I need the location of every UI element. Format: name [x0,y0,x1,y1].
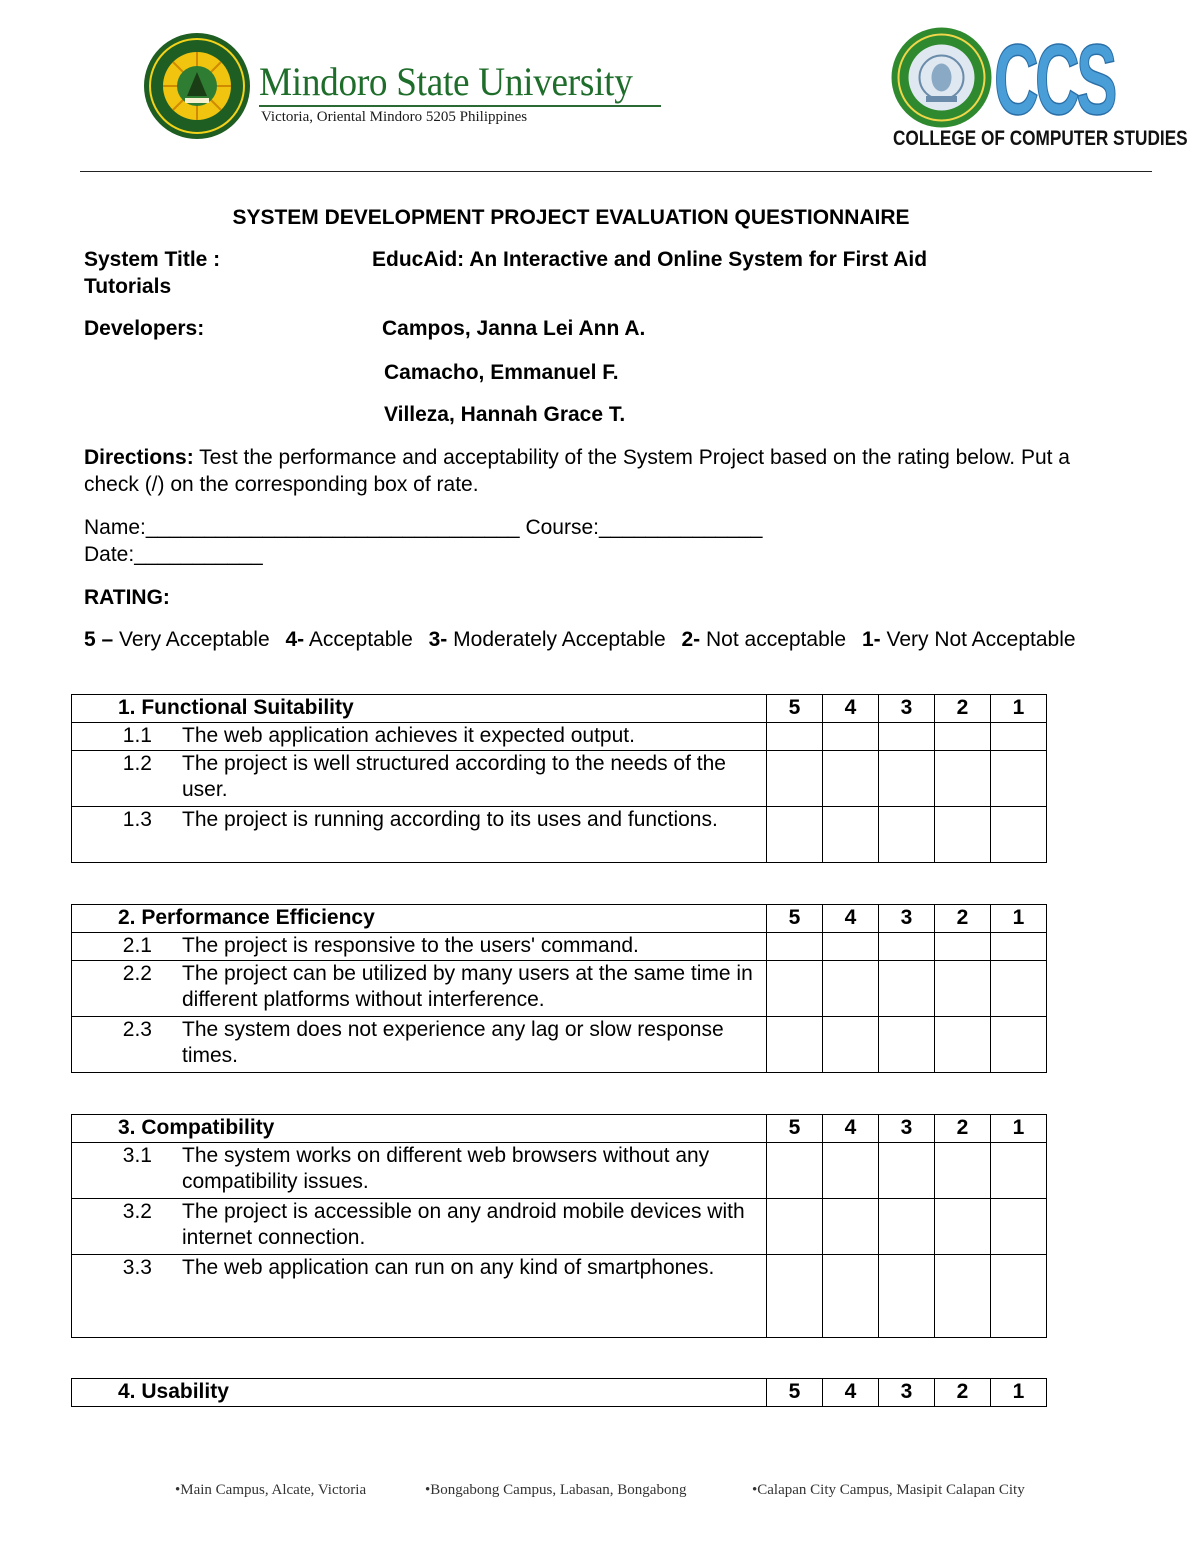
header-divider [80,171,1152,172]
rating-checkbox-cell[interactable] [991,961,1047,1017]
rating-description: Very Acceptable [119,628,270,651]
university-name: Mindoro State University [259,59,633,104]
criterion-text: The system works on different web browsers without any compatibility issues. [182,1144,710,1193]
rating-checkbox-cell[interactable] [767,961,823,1017]
document-title: SYSTEM DEVELOPMENT PROJECT EVALUATION QUESTIONNAIRE [232,206,910,229]
footer-campus-main: •Main Campus, Alcate, Victoria [175,1482,367,1498]
rating-column-header: 1 [991,1379,1047,1407]
rating-checkbox-cell[interactable] [823,1143,879,1199]
rating-checkbox-cell[interactable] [879,1017,935,1073]
rating-checkbox-cell[interactable] [991,1017,1047,1073]
developers-label: Developers: [84,317,205,340]
rating-column-header: 1 [991,1115,1047,1143]
name-course-line [84,514,762,541]
rating-column-header: 4 [823,695,879,723]
rating-checkbox-cell[interactable] [767,1199,823,1255]
rating-checkbox-cell[interactable] [823,723,879,751]
university-name-underline [259,105,661,107]
rating-checkbox-cell[interactable] [879,807,935,863]
rating-checkbox-cell[interactable] [879,1199,935,1255]
rating-checkbox-cell[interactable] [767,1017,823,1073]
rating-column-header: 1 [991,905,1047,933]
criterion-text: The web application achieves it expected output. [182,724,635,747]
rating-column-header: 2 [935,1115,991,1143]
rating-description: Acceptable [308,628,413,651]
table-header-row [72,1379,1047,1407]
section-title: 4. Usability [72,1379,767,1407]
developer-name: Campos, Janna Lei Ann A. [382,317,646,340]
rating-column-header: 3 [879,695,935,723]
date-field[interactable]: ___________ [134,543,263,566]
rating-scale-legend [84,626,1084,654]
criterion-text: The project can be utilized by many users at the same time in different platforms without interference. [182,962,753,1011]
rating-number: 1- [861,628,881,651]
msu-seal-logo [143,32,251,140]
rating-checkbox-cell[interactable] [823,751,879,807]
rating-checkbox-cell[interactable] [991,1143,1047,1199]
rating-column-header: 3 [879,905,935,933]
directions-label: Directions: [84,446,194,469]
ccs-logo-text: CCS [994,24,1114,136]
rating-checkbox-cell[interactable] [935,933,991,961]
rating-checkbox-cell[interactable] [767,1143,823,1199]
criterion-cell [72,751,767,807]
directions-text: Test the performance and acceptability of the System Project based on the rating below. Put a check (/) on the corresponding box of rate. [84,446,1070,496]
criterion-number: 2.1 [122,934,152,957]
date-line [84,541,263,568]
footer-campus-calapan: •Calapan City Campus, Masipit Calapan City [752,1482,1025,1498]
rating-checkbox-cell[interactable] [935,751,991,807]
rating-description: Moderately Acceptable [453,628,666,651]
rating-column-header: 4 [823,905,879,933]
rating-checkbox-cell[interactable] [879,933,935,961]
rating-checkbox-cell[interactable] [767,723,823,751]
date-label: Date: [84,543,135,566]
rating-checkbox-cell[interactable] [935,1143,991,1199]
criteria-table [71,1114,1047,1338]
table-header-row [72,905,1047,933]
rating-checkbox-cell[interactable] [767,751,823,807]
rating-checkbox-cell[interactable] [935,961,991,1017]
section-title: 3. Compatibility [72,1115,767,1143]
criterion-number: 2.2 [122,962,152,985]
criterion-number: 1.2 [122,752,152,775]
criterion-cell [72,1199,767,1255]
rating-checkbox-cell[interactable] [935,1017,991,1073]
criterion-number: 3.2 [122,1200,152,1223]
rating-checkbox-cell[interactable] [935,807,991,863]
system-title-value-continued: Tutorials [84,275,172,298]
criterion-text: The project is well structured according to the needs of the user. [182,752,726,801]
rating-checkbox-cell[interactable] [991,807,1047,863]
table-row [72,1017,1047,1073]
rating-column-header: 4 [823,1379,879,1407]
rating-checkbox-cell[interactable] [823,807,879,863]
rating-description: Not acceptable [706,628,847,651]
rating-checkbox-cell[interactable] [767,1255,823,1338]
criterion-cell [72,1143,767,1199]
table-row [72,1143,1047,1199]
rating-checkbox-cell[interactable] [991,1199,1047,1255]
criteria-table [71,904,1047,1073]
rating-checkbox-cell[interactable] [991,933,1047,961]
name-field[interactable]: ________________________________ [145,516,520,539]
rating-checkbox-cell[interactable] [823,1199,879,1255]
rating-number: 3- [428,628,448,651]
university-address: Victoria, Oriental Mindoro 5205 Philippines [261,109,528,125]
rating-checkbox-cell[interactable] [823,1255,879,1338]
rating-checkbox-cell[interactable] [991,723,1047,751]
rating-checkbox-cell[interactable] [879,1255,935,1338]
rating-column-header: 3 [879,1115,935,1143]
college-name: COLLEGE OF COMPUTER STUDIES [893,127,1188,150]
rating-number: 2- [681,628,701,651]
system-title-value: EducAid: An Interactive and Online System for First Aid [372,248,928,271]
ccs-seal-logo [890,26,993,129]
rating-checkbox-cell[interactable] [823,933,879,961]
rating-checkbox-cell[interactable] [879,961,935,1017]
rating-column-header: 3 [879,1379,935,1407]
rating-checkbox-cell[interactable] [823,1017,879,1073]
table-row [72,723,1047,751]
rating-checkbox-cell[interactable] [935,1199,991,1255]
criterion-text: The system does not experience any lag or slow response times. [182,1018,724,1067]
rating-column-header: 5 [767,1115,823,1143]
table-header-row [72,1115,1047,1143]
criterion-cell [72,961,767,1017]
criteria-table [71,1378,1047,1407]
criterion-cell [72,933,767,961]
criterion-cell [72,807,767,863]
criterion-number: 1.1 [122,724,152,747]
criterion-number: 2.3 [122,1018,152,1041]
rating-column-header: 2 [935,1379,991,1407]
rating-checkbox-cell[interactable] [879,1143,935,1199]
rating-checkbox-cell[interactable] [879,723,935,751]
table-row [72,1255,1047,1338]
rating-column-header: 2 [935,905,991,933]
rating-column-header: 4 [823,1115,879,1143]
rating-label: RATING: [84,586,170,609]
rating-description: Very Not Acceptable [886,628,1076,651]
footer-campus-bongabong: •Bongabong Campus, Labasan, Bongabong [425,1482,687,1498]
course-label: Course: [525,516,599,539]
rating-checkbox-cell[interactable] [991,751,1047,807]
table-row [72,1199,1047,1255]
developer-name: Camacho, Emmanuel F. [384,361,619,384]
rating-column-header: 5 [767,905,823,933]
criterion-text: The project is running according to its uses and functions. [182,808,718,831]
criterion-cell [72,723,767,751]
table-row [72,961,1047,1017]
rating-checkbox-cell[interactable] [879,751,935,807]
rating-checkbox-cell[interactable] [991,1255,1047,1338]
table-row [72,807,1047,863]
criterion-number: 3.3 [122,1256,152,1279]
developer-name: Villeza, Hannah Grace T. [384,403,626,426]
rating-checkbox-cell[interactable] [767,933,823,961]
name-label: Name: [84,516,146,539]
criterion-text: The project is responsive to the users' command. [182,934,639,957]
criterion-number: 1.3 [122,808,152,831]
system-title-label: System Title : [84,248,221,271]
rating-checkbox-cell[interactable] [935,723,991,751]
rating-checkbox-cell[interactable] [767,807,823,863]
rating-column-header: 1 [991,695,1047,723]
rating-checkbox-cell[interactable] [935,1255,991,1338]
table-header-row [72,695,1047,723]
criterion-cell [72,1255,767,1338]
criterion-text: The project is accessible on any android mobile devices with internet connection. [182,1200,745,1249]
criterion-number: 3.1 [122,1144,152,1167]
table-row [72,933,1047,961]
table-row [72,751,1047,807]
rating-checkbox-cell[interactable] [823,961,879,1017]
rating-column-header: 5 [767,695,823,723]
rating-number: 5 – [84,628,114,651]
course-field[interactable]: ______________ [598,516,763,539]
rating-number: 4- [285,628,305,651]
criterion-text: The web application can run on any kind of smartphones. [182,1256,715,1279]
rating-column-header: 2 [935,695,991,723]
section-title: 1. Functional Suitability [72,695,767,723]
rating-column-header: 5 [767,1379,823,1407]
criterion-cell [72,1017,767,1073]
criteria-table [71,694,1047,863]
section-title: 2. Performance Efficiency [72,905,767,933]
directions [84,444,1084,498]
